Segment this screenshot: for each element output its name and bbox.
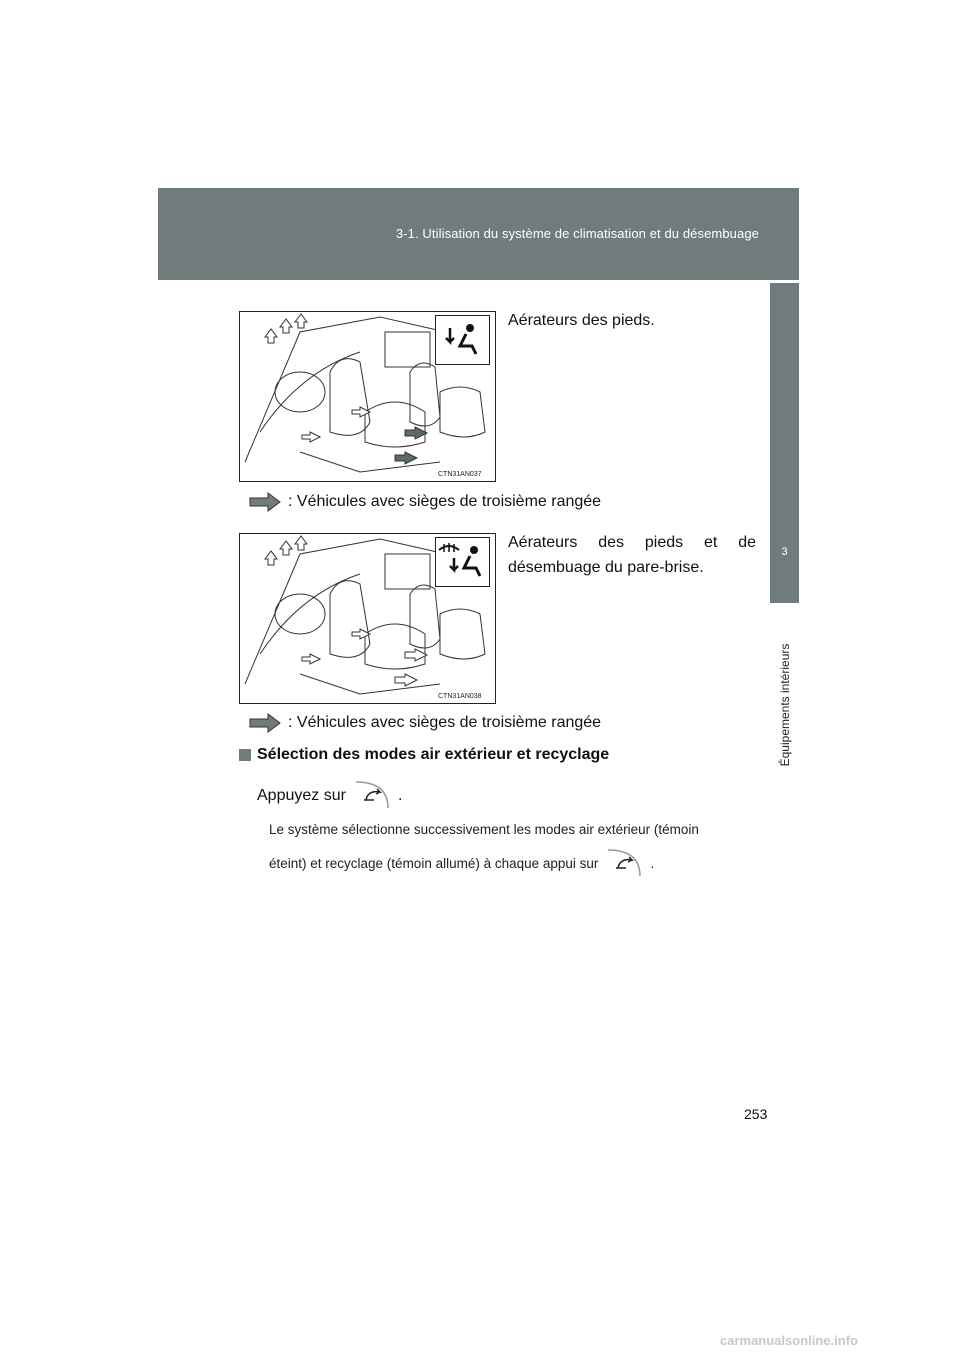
chapter-label: Équipements intérieurs xyxy=(777,643,792,767)
mode2-description xyxy=(508,530,756,580)
mode2-description-line2: désembuage du pare-brise. xyxy=(508,559,704,576)
arrow-right-icon xyxy=(248,713,282,733)
square-bullet-icon xyxy=(239,749,251,761)
section-title: 3-1. Utilisation du système de climatisation et du désembuage xyxy=(395,226,759,241)
instruction-prefix: Appuyez sur xyxy=(257,786,346,804)
mode2-note-text: : Véhicules avec sièges de troisième rangée xyxy=(288,714,602,731)
figure-code: CTN31AN038 xyxy=(438,693,482,700)
instruction-row xyxy=(257,780,657,810)
instruction-suffix: . xyxy=(397,786,403,804)
arrow-right-icon xyxy=(248,492,282,512)
figure-foot-defrost xyxy=(239,533,496,704)
mode1-note-text: : Véhicules avec sièges de troisième rangée xyxy=(288,493,602,510)
foot-vent-mode-icon xyxy=(435,315,490,365)
detail-line1: Le système sélectionne successivement les modes air extérieur (témoin xyxy=(269,822,699,837)
recirculation-button-icon xyxy=(354,780,390,810)
header-band xyxy=(158,188,799,280)
mode2-note xyxy=(248,713,601,733)
mode1-description: Aérateurs des pieds. xyxy=(508,312,655,329)
detail-line2-suffix: . xyxy=(650,855,655,871)
foot-defrost-mode-icon xyxy=(435,537,490,587)
mode1-note xyxy=(248,492,601,512)
page-number: 253 xyxy=(744,1106,768,1122)
figure-code: CTN31AN037 xyxy=(438,471,482,478)
section-heading-text: Sélection des modes air extérieur et recyclage xyxy=(257,746,610,763)
chapter-number: 3 xyxy=(781,546,788,558)
section-heading xyxy=(239,746,609,764)
recirculation-button-icon xyxy=(606,848,642,878)
detail-line2-prefix: éteint) et recyclage (témoin allumé) à chaque appui sur xyxy=(269,855,599,871)
figure-foot-vents xyxy=(239,311,496,482)
chapter-tab xyxy=(770,283,799,603)
chapter-label-container xyxy=(770,610,799,800)
detail-line2 xyxy=(269,848,759,878)
mode2-description-line1: Aérateurs des pieds et de xyxy=(508,534,756,551)
watermark: carmanualsonline.info xyxy=(720,1333,858,1348)
